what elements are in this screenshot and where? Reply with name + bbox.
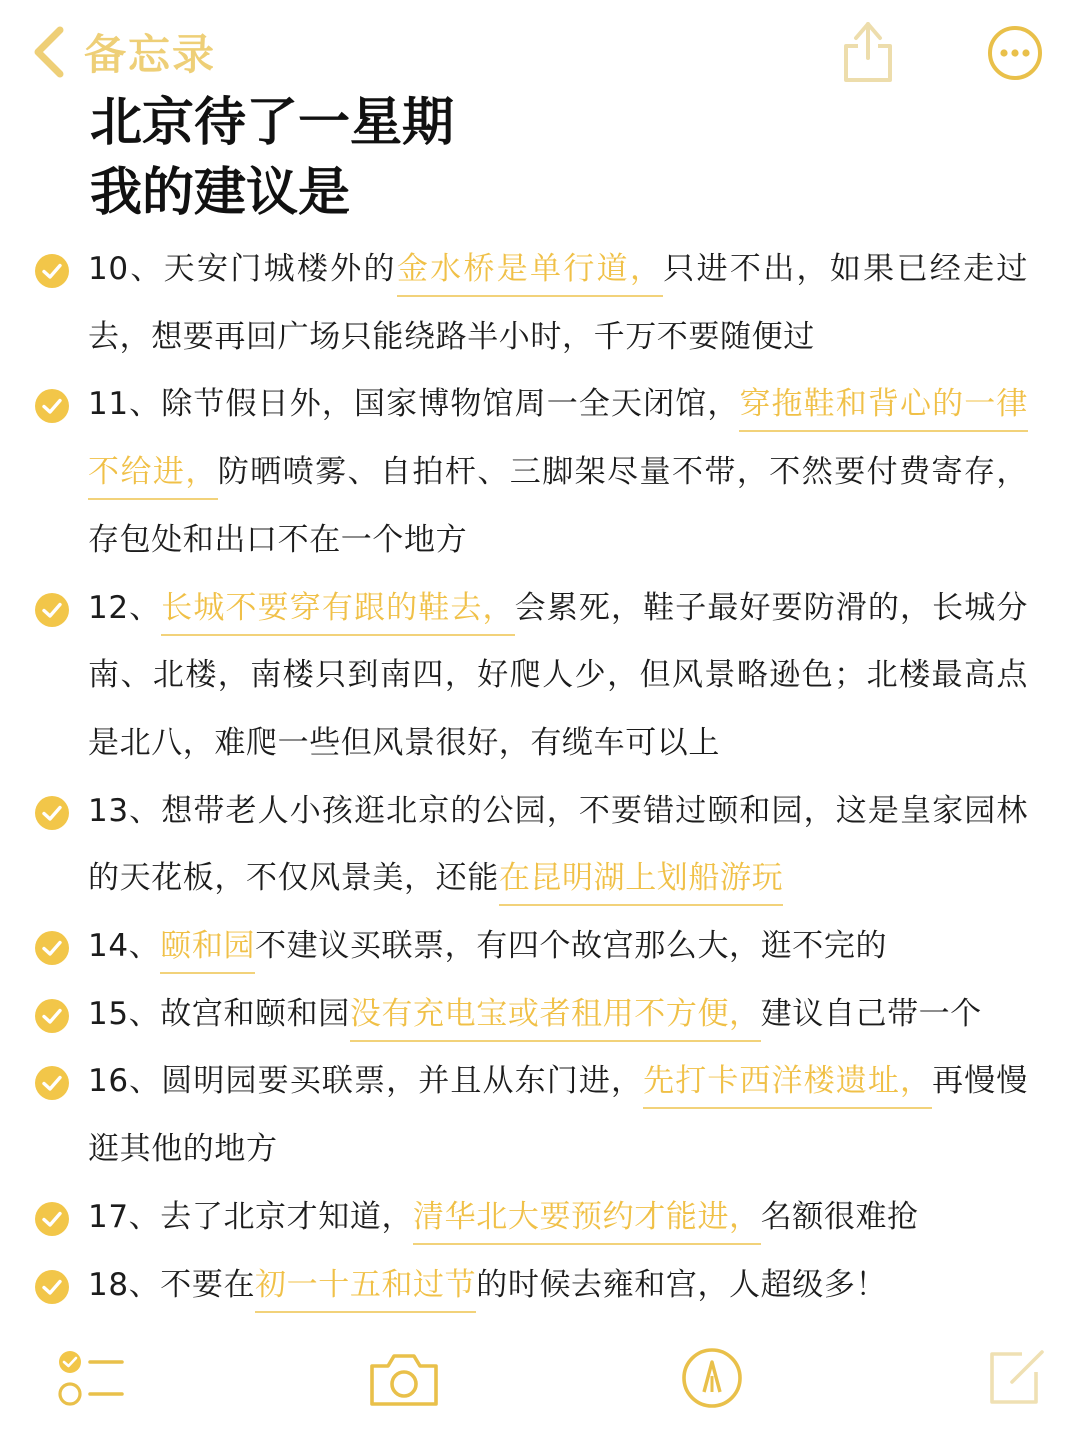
checkmark-circle-icon[interactable]: [34, 253, 70, 289]
back-button[interactable]: [30, 22, 216, 82]
checkmark-circle-icon[interactable]: [34, 998, 70, 1034]
share-icon[interactable]: [838, 18, 898, 84]
highlight: 清华北大要预约才能进，: [413, 1199, 761, 1245]
highlight: 颐和园: [160, 928, 255, 974]
item-text[interactable]: 14、颐和园不建议买联票，有四个故宫那么大，逛不完的: [88, 913, 1028, 981]
item-text[interactable]: 13、想带老人小孩逛北京的公园，不要错过颐和园，这是皇家园林的天花板，不仅风景美，还能在昆明湖上划船游玩: [88, 778, 1028, 913]
item-text[interactable]: 18、不要在初一十五和过节的时候去雍和宫，人超级多！: [88, 1252, 1028, 1320]
checklist-item: [0, 371, 1028, 574]
checkmark-circle-icon[interactable]: [34, 795, 70, 831]
checklist: [0, 236, 1080, 1319]
checkmark-circle-icon[interactable]: [34, 1269, 70, 1305]
item-text[interactable]: 15、故宫和颐和园没有充电宝或者租用不方便，建议自己带一个: [88, 981, 1028, 1049]
item-text[interactable]: 17、去了北京才知道，清华北大要预约才能进，名额很难抢: [88, 1184, 1028, 1252]
checklist-item: [0, 778, 1028, 913]
item-text[interactable]: 10、天安门城楼外的金水桥是单行道，只进不出，如果已经走过去，想要再回广场只能绕路半小时，千万不要随便过: [88, 251, 1028, 355]
checklist-item: [0, 575, 1028, 778]
checklist-item: [0, 1048, 1028, 1183]
pen-markup-icon[interactable]: [680, 1346, 744, 1410]
title-line-1: 北京待了一星期: [90, 93, 455, 153]
checklist-item: [0, 1252, 1028, 1320]
compose-icon[interactable]: [986, 1346, 1048, 1408]
highlight: 金水桥是单行道，: [397, 251, 663, 297]
highlight: 长城不要穿有跟的鞋去，: [161, 590, 514, 636]
item-text[interactable]: 12、长城不要穿有跟的鞋去，会累死，鞋子最好要防滑的，长城分南、北楼，南楼只到南四，好爬人少，但风景略逊色；北楼最高点是北八，难爬一些但风景很好，有缆车可以上: [88, 589, 1028, 761]
item-text[interactable]: 11、除节假日外，国家博物馆周一全天闭馆，穿拖鞋和背心的一律不给进，防晒喷雾、自拍杆、三脚架尽量不带，不然要付费寄存，存包处和出口不在一个地方: [88, 386, 1029, 558]
checklist-icon[interactable]: [56, 1348, 126, 1408]
title-line-2: 我的建议是: [90, 163, 351, 223]
checkmark-circle-icon[interactable]: [34, 388, 70, 424]
checkmark-circle-icon[interactable]: [34, 1201, 70, 1237]
bottom-toolbar: [0, 1340, 1080, 1430]
highlight: 没有充电宝或者租用不方便，: [350, 996, 761, 1042]
back-label: 备忘录: [84, 30, 217, 79]
checklist-item: [0, 1184, 1028, 1252]
navigation-bar: [0, 0, 1080, 100]
note-title: [90, 88, 454, 228]
checklist-item: [0, 981, 1028, 1049]
highlight: 先打卡西洋楼遗址，: [643, 1063, 932, 1109]
highlight: 在昆明湖上划船游玩: [499, 860, 783, 906]
checkmark-circle-icon[interactable]: [34, 930, 70, 966]
item-text[interactable]: 16、圆明园要买联票，并且从东门进，先打卡西洋楼遗址，再慢慢逛其他的地方: [88, 1063, 1028, 1168]
checklist-item: [0, 913, 1028, 981]
chevron-left-icon: [30, 24, 70, 80]
highlight: 穿拖鞋和背心的一律不给进，: [88, 386, 1028, 500]
ellipsis-circle-icon[interactable]: [986, 24, 1044, 82]
checkmark-circle-icon[interactable]: [34, 592, 70, 628]
camera-icon[interactable]: [366, 1348, 442, 1410]
checkmark-circle-icon[interactable]: [34, 1065, 70, 1101]
highlight: 初一十五和过节: [255, 1267, 476, 1313]
checklist-item: [0, 236, 1028, 371]
